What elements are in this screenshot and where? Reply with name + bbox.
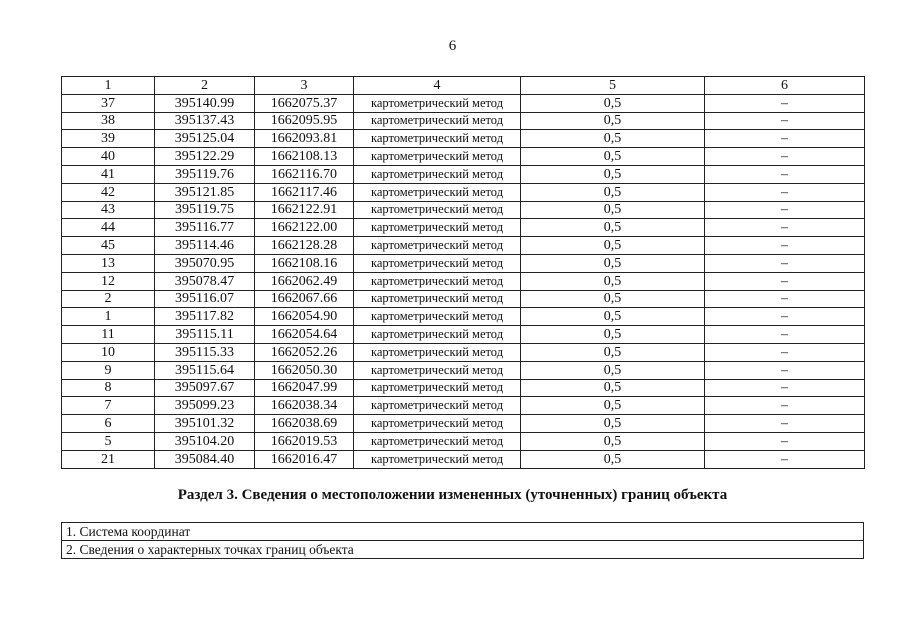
table-row [62, 397, 865, 415]
table-header [62, 77, 865, 95]
method-cell: картометрический метод [354, 361, 521, 379]
point-number-cell: 21 [62, 450, 155, 468]
y-coordinate-cell: 1662067.66 [255, 290, 354, 308]
description-cell: – [705, 165, 865, 183]
accuracy-cell: 0,5 [521, 254, 705, 272]
accuracy-cell: 0,5 [521, 237, 705, 255]
method-cell: картометрический метод [354, 237, 521, 255]
description-cell: – [705, 326, 865, 344]
column-header-5: 5 [521, 77, 705, 95]
point-number-cell: 6 [62, 415, 155, 433]
section-3-body [62, 523, 864, 559]
point-number-cell: 40 [62, 148, 155, 166]
point-number-cell: 38 [62, 112, 155, 130]
method-cell: картометрический метод [354, 432, 521, 450]
table-row [62, 130, 865, 148]
description-cell: – [705, 148, 865, 166]
point-number-cell: 45 [62, 237, 155, 255]
y-coordinate-cell: 1662075.37 [255, 94, 354, 112]
description-cell: – [705, 379, 865, 397]
x-coordinate-cell: 395116.07 [155, 290, 255, 308]
x-coordinate-cell: 395137.43 [155, 112, 255, 130]
y-coordinate-cell: 1662117.46 [255, 183, 354, 201]
description-cell: – [705, 432, 865, 450]
x-coordinate-cell: 395117.82 [155, 308, 255, 326]
x-coordinate-cell: 395097.67 [155, 379, 255, 397]
table-body [62, 94, 865, 468]
table-row [62, 183, 865, 201]
method-cell: картометрический метод [354, 272, 521, 290]
accuracy-cell: 0,5 [521, 130, 705, 148]
description-cell: – [705, 237, 865, 255]
method-cell: картометрический метод [354, 254, 521, 272]
table-row [62, 201, 865, 219]
table-row [62, 112, 865, 130]
y-coordinate-cell: 1662016.47 [255, 450, 354, 468]
y-coordinate-cell: 1662038.34 [255, 397, 354, 415]
method-cell: картометрический метод [354, 112, 521, 130]
table-row [62, 432, 865, 450]
point-number-cell: 7 [62, 397, 155, 415]
x-coordinate-cell: 395119.76 [155, 165, 255, 183]
y-coordinate-cell: 1662054.90 [255, 308, 354, 326]
x-coordinate-cell: 395115.11 [155, 326, 255, 344]
accuracy-cell: 0,5 [521, 165, 705, 183]
y-coordinate-cell: 1662093.81 [255, 130, 354, 148]
table-row [62, 450, 865, 468]
point-number-cell: 9 [62, 361, 155, 379]
method-cell: картометрический метод [354, 130, 521, 148]
section-3-row [62, 541, 864, 559]
x-coordinate-cell: 395121.85 [155, 183, 255, 201]
table-row [62, 361, 865, 379]
method-cell: картометрический метод [354, 183, 521, 201]
point-number-cell: 12 [62, 272, 155, 290]
accuracy-cell: 0,5 [521, 415, 705, 433]
accuracy-cell: 0,5 [521, 148, 705, 166]
description-cell: – [705, 308, 865, 326]
accuracy-cell: 0,5 [521, 432, 705, 450]
method-cell: картометрический метод [354, 343, 521, 361]
method-cell: картометрический метод [354, 415, 521, 433]
point-number-cell: 41 [62, 165, 155, 183]
section-3-row [62, 523, 864, 541]
accuracy-cell: 0,5 [521, 308, 705, 326]
y-coordinate-cell: 1662052.26 [255, 343, 354, 361]
point-number-cell: 43 [62, 201, 155, 219]
table-row [62, 343, 865, 361]
y-coordinate-cell: 1662054.64 [255, 326, 354, 344]
description-cell: – [705, 397, 865, 415]
description-cell: – [705, 450, 865, 468]
accuracy-cell: 0,5 [521, 326, 705, 344]
method-cell: картометрический метод [354, 450, 521, 468]
point-number-cell: 42 [62, 183, 155, 201]
table-row [62, 219, 865, 237]
accuracy-cell: 0,5 [521, 361, 705, 379]
section-3-item: 1. Система координат [62, 523, 864, 541]
point-number-cell: 39 [62, 130, 155, 148]
description-cell: – [705, 415, 865, 433]
x-coordinate-cell: 395078.47 [155, 272, 255, 290]
method-cell: картометрический метод [354, 308, 521, 326]
x-coordinate-cell: 395115.64 [155, 361, 255, 379]
table-row [62, 326, 865, 344]
y-coordinate-cell: 1662062.49 [255, 272, 354, 290]
column-header-4: 4 [354, 77, 521, 95]
description-cell: – [705, 201, 865, 219]
method-cell: картометрический метод [354, 201, 521, 219]
accuracy-cell: 0,5 [521, 112, 705, 130]
description-cell: – [705, 343, 865, 361]
point-number-cell: 8 [62, 379, 155, 397]
accuracy-cell: 0,5 [521, 290, 705, 308]
description-cell: – [705, 272, 865, 290]
table-row [62, 308, 865, 326]
method-cell: картометрический метод [354, 219, 521, 237]
point-number-cell: 1 [62, 308, 155, 326]
table-row [62, 272, 865, 290]
table-row [62, 165, 865, 183]
y-coordinate-cell: 1662122.00 [255, 219, 354, 237]
accuracy-cell: 0,5 [521, 201, 705, 219]
accuracy-cell: 0,5 [521, 219, 705, 237]
x-coordinate-cell: 395101.32 [155, 415, 255, 433]
table-row [62, 94, 865, 112]
page-number: 6 [448, 38, 457, 54]
y-coordinate-cell: 1662122.91 [255, 201, 354, 219]
description-cell: – [705, 94, 865, 112]
method-cell: картометрический метод [354, 290, 521, 308]
x-coordinate-cell: 395115.33 [155, 343, 255, 361]
column-header-3: 3 [255, 77, 354, 95]
section-3-item: 2. Сведения о характерных точках границ объекта [62, 541, 864, 559]
description-cell: – [705, 130, 865, 148]
accuracy-cell: 0,5 [521, 183, 705, 201]
description-cell: – [705, 183, 865, 201]
method-cell: картометрический метод [354, 379, 521, 397]
point-number-cell: 37 [62, 94, 155, 112]
column-header-2: 2 [155, 77, 255, 95]
method-cell: картометрический метод [354, 326, 521, 344]
column-header-6: 6 [705, 77, 865, 95]
description-cell: – [705, 361, 865, 379]
method-cell: картометрический метод [354, 397, 521, 415]
y-coordinate-cell: 1662038.69 [255, 415, 354, 433]
table-row [62, 237, 865, 255]
table-row [62, 254, 865, 272]
point-number-cell: 13 [62, 254, 155, 272]
description-cell: – [705, 112, 865, 130]
boundary-points-table [61, 76, 865, 469]
y-coordinate-cell: 1662116.70 [255, 165, 354, 183]
y-coordinate-cell: 1662108.13 [255, 148, 354, 166]
table-row [62, 148, 865, 166]
accuracy-cell: 0,5 [521, 450, 705, 468]
column-header-1: 1 [62, 77, 155, 95]
description-cell: – [705, 254, 865, 272]
x-coordinate-cell: 395099.23 [155, 397, 255, 415]
point-number-cell: 11 [62, 326, 155, 344]
method-cell: картометрический метод [354, 165, 521, 183]
table-row [62, 379, 865, 397]
x-coordinate-cell: 395140.99 [155, 94, 255, 112]
x-coordinate-cell: 395104.20 [155, 432, 255, 450]
point-number-cell: 2 [62, 290, 155, 308]
accuracy-cell: 0,5 [521, 397, 705, 415]
y-coordinate-cell: 1662019.53 [255, 432, 354, 450]
table-row [62, 415, 865, 433]
y-coordinate-cell: 1662128.28 [255, 237, 354, 255]
description-cell: – [705, 290, 865, 308]
point-number-cell: 10 [62, 343, 155, 361]
header-row [62, 77, 865, 95]
x-coordinate-cell: 395084.40 [155, 450, 255, 468]
accuracy-cell: 0,5 [521, 379, 705, 397]
y-coordinate-cell: 1662095.95 [255, 112, 354, 130]
point-number-cell: 44 [62, 219, 155, 237]
table-row [62, 290, 865, 308]
accuracy-cell: 0,5 [521, 343, 705, 361]
section-3-title: Раздел 3. Сведения о местоположении измененных (уточненных) границ объекта [177, 487, 728, 503]
accuracy-cell: 0,5 [521, 272, 705, 290]
section-3-table [61, 522, 864, 559]
x-coordinate-cell: 395116.77 [155, 219, 255, 237]
method-cell: картометрический метод [354, 94, 521, 112]
accuracy-cell: 0,5 [521, 94, 705, 112]
x-coordinate-cell: 395114.46 [155, 237, 255, 255]
x-coordinate-cell: 395122.29 [155, 148, 255, 166]
description-cell: – [705, 219, 865, 237]
method-cell: картометрический метод [354, 148, 521, 166]
point-number-cell: 5 [62, 432, 155, 450]
y-coordinate-cell: 1662047.99 [255, 379, 354, 397]
y-coordinate-cell: 1662108.16 [255, 254, 354, 272]
x-coordinate-cell: 395125.04 [155, 130, 255, 148]
x-coordinate-cell: 395119.75 [155, 201, 255, 219]
x-coordinate-cell: 395070.95 [155, 254, 255, 272]
y-coordinate-cell: 1662050.30 [255, 361, 354, 379]
